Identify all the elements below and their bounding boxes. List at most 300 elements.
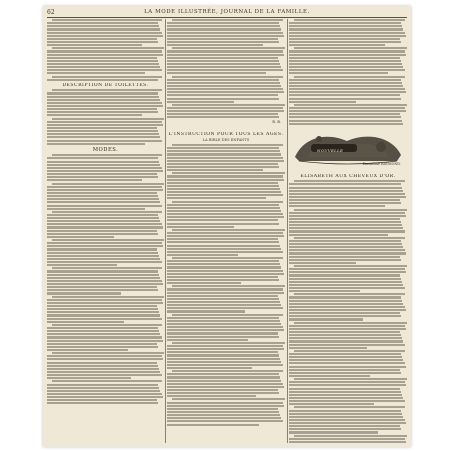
text-line <box>167 367 252 369</box>
text-line <box>294 350 405 352</box>
text-line <box>52 239 164 241</box>
text-line <box>289 35 406 37</box>
text-line <box>47 396 163 398</box>
text-line <box>289 428 401 430</box>
text-line <box>172 201 283 203</box>
text-line <box>289 98 401 100</box>
text-line <box>294 435 407 437</box>
text-line <box>294 265 407 267</box>
text-line <box>289 259 401 261</box>
text-line <box>289 199 400 201</box>
text-line <box>167 160 284 162</box>
text-line <box>289 116 401 118</box>
text-line <box>47 340 163 342</box>
text-line <box>47 393 162 395</box>
text-line <box>47 286 157 288</box>
text-line <box>47 321 124 323</box>
text-line <box>289 50 405 52</box>
text-block <box>47 89 164 144</box>
text-line <box>47 192 157 194</box>
text-line <box>47 277 160 279</box>
text-line <box>167 188 280 190</box>
text-line <box>289 38 400 40</box>
text-line <box>289 306 405 308</box>
text-line <box>47 111 158 113</box>
text-line <box>52 118 164 120</box>
section-heading-modes: MODES. <box>92 146 119 153</box>
text-line <box>289 425 400 427</box>
text-line <box>167 101 234 103</box>
text-line <box>289 243 402 245</box>
text-line <box>289 281 402 283</box>
text-line <box>47 66 160 68</box>
text-line <box>294 406 405 408</box>
text-line <box>167 279 279 281</box>
text-line <box>289 315 401 317</box>
text-line <box>167 107 283 109</box>
text-line <box>167 317 279 319</box>
text-line <box>289 391 401 393</box>
text-line <box>289 384 406 386</box>
text-line <box>167 28 281 30</box>
text-line <box>47 161 159 163</box>
text-line <box>47 41 158 43</box>
text-block <box>167 19 285 118</box>
text-line <box>47 349 128 351</box>
text-line <box>52 352 164 354</box>
text-line <box>47 374 162 376</box>
text-line <box>167 50 283 52</box>
text-line <box>289 347 367 349</box>
text-line <box>47 245 163 247</box>
text-line <box>289 202 401 204</box>
text-line <box>47 280 162 282</box>
text-line <box>294 237 405 239</box>
text-line <box>47 170 163 172</box>
text-line <box>289 403 374 405</box>
text-line <box>167 417 281 419</box>
text-line <box>52 380 162 382</box>
text-line <box>47 38 157 40</box>
text-line <box>167 219 278 221</box>
text-line <box>167 197 266 199</box>
text-line <box>167 210 281 212</box>
text-line <box>289 413 402 415</box>
text-line <box>289 63 402 65</box>
newspaper-page <box>43 6 411 447</box>
text-line <box>167 191 281 193</box>
text-line <box>167 295 278 297</box>
text-line <box>167 339 248 341</box>
header-rule <box>47 17 407 18</box>
text-line <box>172 172 285 174</box>
text-line <box>167 282 241 284</box>
text-line <box>167 66 281 68</box>
text-line <box>289 274 400 276</box>
text-line <box>47 102 162 104</box>
text-line <box>47 236 114 238</box>
text-line <box>289 337 402 339</box>
text-line <box>47 201 160 203</box>
text-line <box>47 69 162 71</box>
text-line <box>167 273 284 275</box>
text-line <box>289 309 406 311</box>
text-line <box>289 91 406 93</box>
text-line <box>289 410 401 412</box>
text-line <box>47 230 157 232</box>
text-line <box>167 376 280 378</box>
text-line <box>167 411 279 413</box>
text-line <box>289 88 405 90</box>
text-line <box>167 153 281 155</box>
text-line <box>289 419 405 421</box>
text-line <box>167 345 283 347</box>
text-line <box>167 213 283 215</box>
text-line <box>294 378 407 380</box>
text-line <box>289 196 406 198</box>
text-line <box>47 402 158 404</box>
text-line <box>47 57 157 59</box>
text-line <box>294 104 407 106</box>
text-line <box>52 76 162 78</box>
text-line <box>289 215 406 217</box>
text-line <box>167 223 279 225</box>
text-line <box>47 72 145 74</box>
text-line <box>294 293 405 295</box>
text-line <box>289 249 405 251</box>
text-line <box>289 369 400 371</box>
text-line <box>167 94 278 96</box>
text-line <box>47 258 160 260</box>
text-line <box>289 230 405 232</box>
text-line <box>289 190 403 192</box>
text-line <box>47 261 162 263</box>
text-line <box>289 325 405 327</box>
column-left <box>47 19 164 443</box>
text-line <box>167 292 284 294</box>
text-line <box>172 257 283 259</box>
text-line <box>47 314 160 316</box>
text-line <box>289 366 406 368</box>
text-line <box>47 189 163 191</box>
text-line <box>167 301 280 303</box>
text-line <box>294 322 407 324</box>
text-line <box>289 212 405 214</box>
text-line <box>167 194 283 196</box>
text-line <box>47 387 159 389</box>
text-line <box>52 183 164 185</box>
text-line <box>167 310 245 312</box>
section-heading-toilettes: DESCRIPTION DE TOILETTES. <box>62 82 149 88</box>
text-line <box>289 22 401 24</box>
text-line <box>47 92 158 94</box>
text-line <box>52 267 162 269</box>
text-line <box>167 361 281 363</box>
text-line <box>289 218 400 220</box>
text-line <box>167 392 279 394</box>
text-line <box>167 288 283 290</box>
text-line <box>47 176 158 178</box>
text-line <box>172 47 285 49</box>
text-line <box>289 120 402 122</box>
text-line <box>172 104 285 106</box>
text-line <box>289 205 385 207</box>
column-right <box>289 19 407 443</box>
text-line <box>167 54 284 56</box>
text-line <box>172 285 285 287</box>
text-line <box>167 41 279 43</box>
text-line <box>47 130 158 132</box>
vignette-label: NOUVELLE <box>317 147 344 153</box>
text-line <box>167 25 280 27</box>
text-line <box>289 57 400 59</box>
text-line <box>289 85 403 87</box>
text-line <box>172 314 283 316</box>
text-line <box>289 66 403 68</box>
text-line <box>47 140 162 142</box>
text-line <box>167 79 279 81</box>
text-line <box>47 255 159 257</box>
text-line <box>289 431 378 433</box>
text-line <box>47 390 160 392</box>
text-line <box>47 311 159 313</box>
text-line <box>47 22 158 24</box>
text-line <box>47 127 157 129</box>
column-divider <box>165 19 166 443</box>
text-line <box>167 110 284 112</box>
text-line <box>167 63 280 65</box>
text-line <box>167 157 283 159</box>
text-line <box>167 254 238 256</box>
text-line <box>289 268 405 270</box>
text-line <box>289 94 400 96</box>
text-line <box>167 91 284 93</box>
text-line <box>47 143 145 145</box>
text-line <box>289 221 401 223</box>
text-line <box>289 416 403 418</box>
text-line <box>167 22 279 24</box>
text-line <box>294 209 407 211</box>
column-divider <box>287 19 288 443</box>
text-line <box>289 187 402 189</box>
text-line <box>167 408 278 410</box>
text-line <box>167 216 284 218</box>
text-line <box>289 422 406 424</box>
text-line <box>167 60 279 62</box>
text-line <box>167 420 283 422</box>
text-line <box>47 233 158 235</box>
text-line <box>47 355 162 357</box>
text-line <box>289 101 356 103</box>
text-line <box>289 344 405 346</box>
text-line <box>167 44 263 46</box>
text-line <box>172 19 283 21</box>
journal-title: LA MODE ILLUSTRÉE, JOURNAL DE LA FAMILLE. <box>144 9 310 15</box>
text-line <box>289 107 405 109</box>
text-line <box>167 232 283 234</box>
text-line <box>167 38 278 40</box>
text-line <box>294 76 405 78</box>
text-line <box>172 342 285 344</box>
text-line <box>167 238 278 240</box>
text-line <box>47 368 159 370</box>
text-line <box>289 224 402 226</box>
text-line <box>47 336 162 338</box>
text-line <box>289 284 403 286</box>
text-line <box>289 240 401 242</box>
text-line <box>167 175 283 177</box>
text-line <box>289 356 402 358</box>
text-line <box>47 399 157 401</box>
text-line <box>47 292 121 294</box>
text-line <box>52 211 162 213</box>
text-line <box>52 296 164 298</box>
text-line <box>289 290 360 292</box>
text-line <box>47 343 157 345</box>
text-line <box>47 302 163 304</box>
text-line <box>289 394 402 396</box>
text-line <box>47 32 162 34</box>
text-line <box>167 332 278 334</box>
text-line <box>167 248 281 250</box>
text-line <box>167 263 280 265</box>
text-line <box>167 85 281 87</box>
text-line <box>172 76 283 78</box>
text-line <box>167 395 256 397</box>
text-line <box>167 204 279 206</box>
text-line <box>289 441 406 443</box>
text-line <box>289 82 402 84</box>
text-line <box>289 300 402 302</box>
text-line <box>294 47 407 49</box>
text-line <box>289 41 401 43</box>
text-line <box>47 96 159 98</box>
text-line <box>167 364 283 366</box>
text-line <box>167 414 280 416</box>
page-number: 62 <box>47 9 55 16</box>
text-line <box>167 241 279 243</box>
text-line <box>47 105 163 107</box>
text-line <box>289 271 406 273</box>
text-line <box>47 226 163 228</box>
text-line <box>289 359 403 361</box>
text-line <box>47 223 162 225</box>
text-line <box>167 185 279 187</box>
column-middle <box>167 19 285 443</box>
section-subheading-instruction: LA BIBLE DES ENFANTS <box>202 138 250 142</box>
text-line <box>172 370 283 372</box>
text-line <box>289 44 385 46</box>
text-line <box>167 113 278 115</box>
text-line <box>47 283 163 285</box>
text-line <box>172 398 285 400</box>
text-line <box>167 166 279 168</box>
text-line <box>289 334 401 336</box>
text-line <box>167 348 284 350</box>
text-line <box>167 358 280 360</box>
text-line <box>167 69 283 71</box>
text-line <box>47 327 158 329</box>
text-block <box>167 144 285 426</box>
text-block <box>47 19 164 81</box>
text-line <box>289 25 402 27</box>
text-line <box>289 296 401 298</box>
text-line <box>289 110 406 112</box>
text-line <box>167 304 281 306</box>
text-line <box>47 44 142 46</box>
text-line <box>47 167 162 169</box>
text-line <box>47 220 160 222</box>
text-block <box>289 180 407 443</box>
text-line <box>289 113 400 115</box>
text-line <box>52 154 162 156</box>
text-line <box>167 298 279 300</box>
text-line <box>167 424 259 426</box>
text-line <box>289 438 405 440</box>
article-signature: R. B. <box>272 119 281 124</box>
text-line <box>167 207 280 209</box>
text-line <box>47 108 157 110</box>
text-line <box>47 157 158 159</box>
text-line <box>47 308 158 310</box>
text-line <box>289 54 406 56</box>
text-line <box>167 380 281 382</box>
text-line <box>289 340 403 342</box>
text-line <box>167 245 280 247</box>
text-line <box>47 252 158 254</box>
text-line <box>289 262 356 264</box>
text-line <box>167 163 278 165</box>
text-line <box>47 248 157 250</box>
text-line <box>289 388 400 390</box>
text-line <box>167 182 278 184</box>
text-line <box>47 173 157 175</box>
text-line <box>47 63 159 65</box>
text-line <box>289 256 400 258</box>
text-line <box>167 307 283 309</box>
text-line <box>172 229 285 231</box>
text-line <box>47 99 160 101</box>
text-line <box>167 389 278 391</box>
text-line <box>167 354 279 356</box>
text-line <box>289 123 403 125</box>
text-line <box>167 147 279 149</box>
text-line <box>167 386 284 388</box>
text-line <box>47 50 162 52</box>
text-line <box>289 303 403 305</box>
text-line <box>47 289 158 291</box>
text-line <box>47 28 160 30</box>
text-line <box>167 276 278 278</box>
text-line <box>167 35 284 37</box>
text-line <box>289 72 388 74</box>
text-line <box>167 326 283 328</box>
text-line <box>167 179 284 181</box>
text-line <box>289 183 401 185</box>
text-line <box>52 324 162 326</box>
text-line <box>167 98 279 100</box>
text-line <box>47 133 159 135</box>
text-line <box>167 270 283 272</box>
text-line <box>167 150 280 152</box>
text-line <box>47 79 158 81</box>
text-line <box>52 19 162 21</box>
text-line <box>47 377 131 379</box>
text-line <box>47 136 160 138</box>
text-line <box>167 329 284 331</box>
text-line <box>167 57 278 59</box>
text-line <box>289 375 370 377</box>
